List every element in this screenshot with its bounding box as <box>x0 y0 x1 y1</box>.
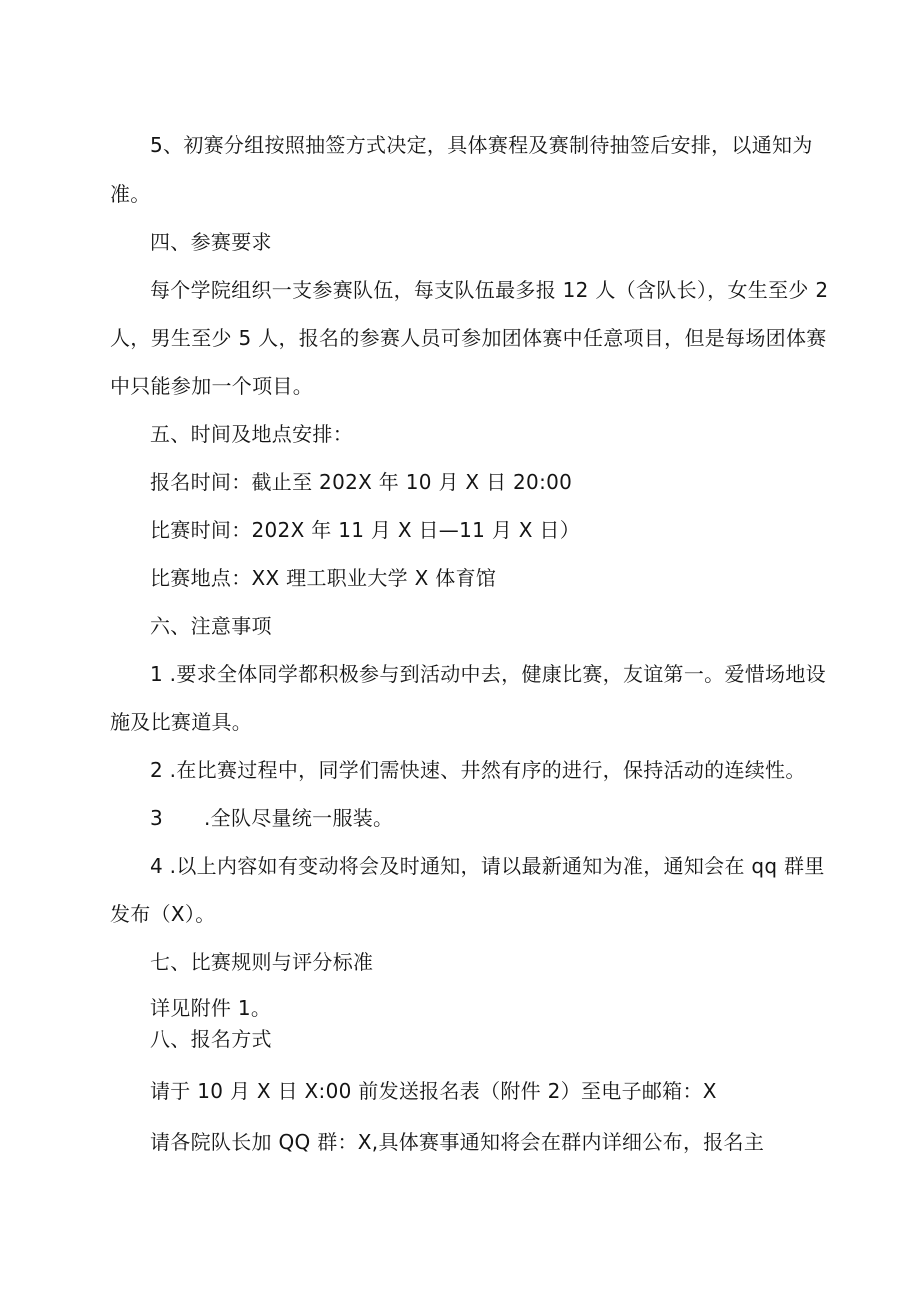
venue: 比赛地点：XX 理工职业大学 X 体育馆 <box>150 566 497 590</box>
note1-line2: 施及比赛道具。 <box>110 710 253 734</box>
match-time: 比赛时间：202X 年 11 月 X 日—11 月 X 日） <box>150 518 581 542</box>
requirement-line2: 人，男生至少 5 人，报名的参赛人员可参加团体赛中任意项目，但是每场团体赛 <box>110 326 827 350</box>
section8-heading: 八、报名方式 <box>150 1027 272 1051</box>
requirement-line3: 中只能参加一个项目。 <box>110 374 313 398</box>
note2: 2 .在比赛过程中，同学们需快速、井然有序的进行，保持活动的连续性。 <box>150 758 806 782</box>
section4-heading: 四、参赛要求 <box>150 230 272 254</box>
note3-number: 3 <box>150 806 164 830</box>
section7-heading: 七、比赛规则与评分标准 <box>150 950 374 974</box>
item5-line2: 准。 <box>110 182 151 206</box>
section5-heading: 五、时间及地点安排： <box>150 422 353 446</box>
requirement-line1: 每个学院组织一支参赛队伍，每支队伍最多报 12 人（含队长），女生至少 2 <box>150 278 829 302</box>
signup-method-email: 请于 10 月 X 日 X:00 前发送报名表（附件 2）至电子邮箱：X <box>150 1079 717 1103</box>
signup-method-qq: 请各院队长加 QQ 群：X,具体赛事通知将会在群内详细公布，报名主 <box>150 1130 765 1154</box>
note1-line1: 1 .要求全体同学都积极参与到活动中去，健康比赛，友谊第一。爱惜场地设 <box>150 662 826 686</box>
item5-line1: 5、初赛分组按照抽签方式决定，具体赛程及赛制待抽签后安排，以通知为 <box>150 133 813 157</box>
signup-time: 报名时间：截止至 202X 年 10 月 X 日 20:00 <box>150 470 573 494</box>
note3-text: .全队尽量统一服装。 <box>204 806 394 830</box>
note4-line2: 发布（X）。 <box>110 902 216 926</box>
section6-heading: 六、注意事项 <box>150 614 272 638</box>
rules-text: 详见附件 1。 <box>150 996 272 1020</box>
note4-line1: 4 .以上内容如有变动将会及时通知，请以最新通知为准，通知会在 qq 群里 <box>150 854 825 878</box>
